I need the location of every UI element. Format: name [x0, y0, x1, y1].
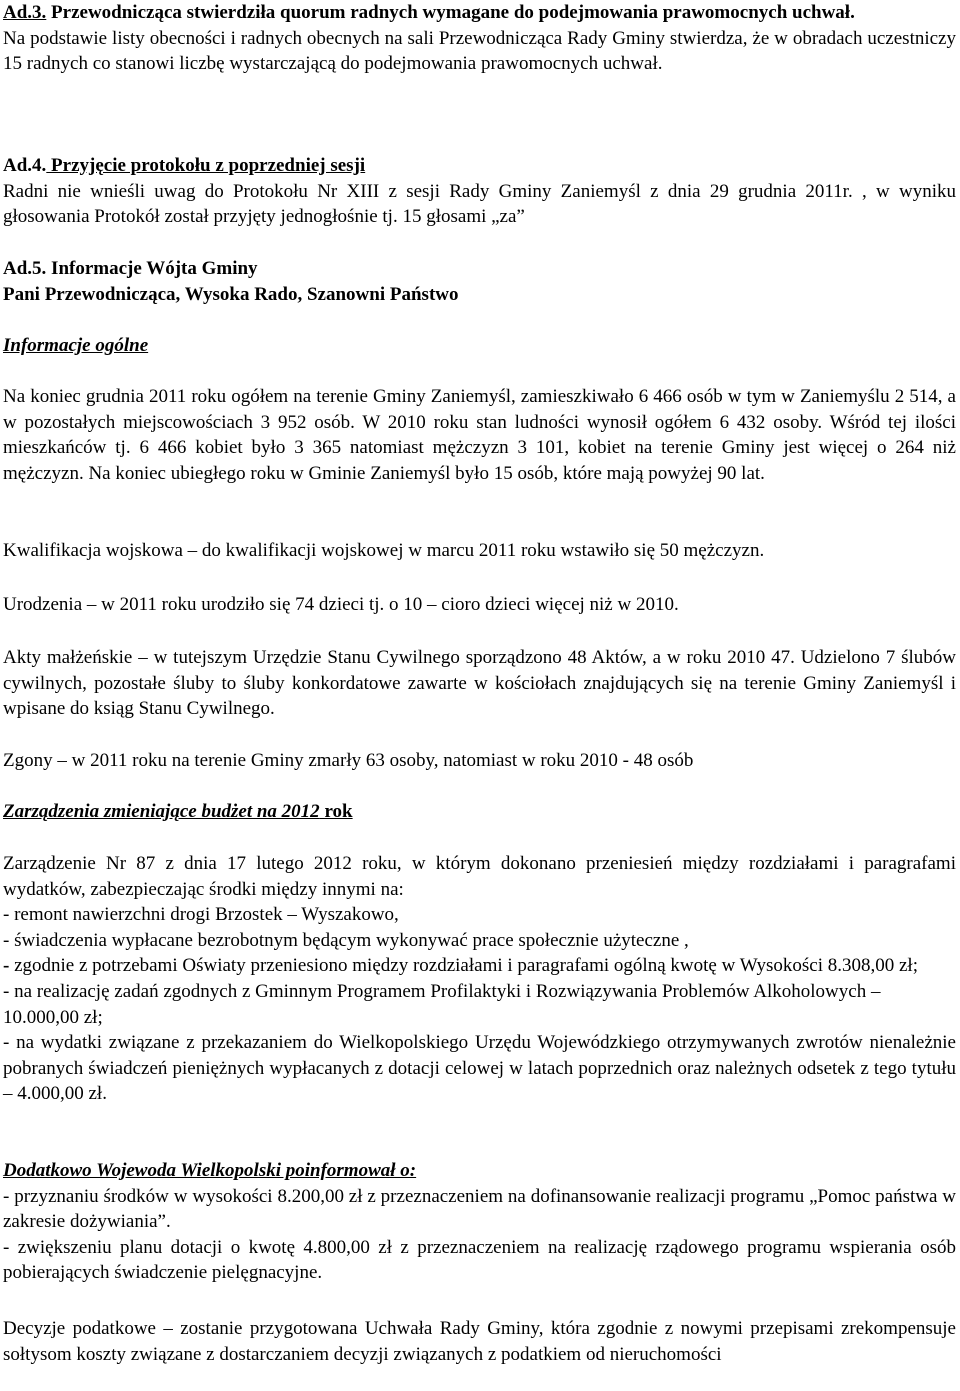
ad4-body: Radni nie wnieśli uwag do Protokołu Nr XIII z sesji Rady Gminy Zaniemyśl z dnia 29 grudnia 2011r. , w wyniku głosowania Protokół został przyjęty jednogłośnie tj. 15 głosami „za” [3, 180, 956, 228]
births-paragraph-block [3, 592, 956, 618]
ad3-title: Przewodnicząca stwierdziła quorum radnych wymagane do podejmowania prawomocnych uchwał. [46, 2, 855, 23]
ad5-heading [3, 256, 956, 282]
tax-paragraph: Decyzje podatkowe – zostanie przygotowana Uchwała Rady Gminy, która zgodnie z nowymi przepisami zrekompensuje sołtysom koszty związane z dostarczaniem decyzji związanych z podatkiem od nieruchomości [3, 1318, 956, 1365]
voivode-item-care: - zwiększeniu planu dotacji o kwotę 4.800,00 zł z przeznaczeniem na realizację rządowego programu wspierania osób pobierających świadczenie pielęgnacyjne. [3, 1236, 956, 1284]
ad5-number: Ad.5. [3, 258, 47, 279]
section-ad3 [3, 0, 956, 77]
population-paragraph: Na koniec grudnia 2011 roku ogółem na terenie Gminy Zaniemyśl, zamieszkiwało 6 466 osób w tym w Zaniemyślu 2 514, a w pozostałych miejscowościach 3 952 osób. W 2010 roku stan ludności wynosił ogółem 6 432 osoby. Wśród tej ilości mieszkańców tj. 6 466 kobiet było 3 365 natomiast mężczyzn 3 101, kobiet na terenie Gminy jest więcej o 264 niż mężczyzn. Na koniec ubiegłego roku w Gminie Zaniemyśl było 15 osób, które mają powyżej 90 lat. [3, 386, 956, 484]
budget-item-education [3, 953, 956, 979]
budget-item-refunds: - na wydatki związane z przekazaniem do Wielkopolskiego Urzędu Wojewódzkiego otrzymywanych zwrotów nienależnie pobranych świadczeń pieniężnych wypłacanych z dotacji celowej w latach poprzednich oraz należnych odsetek z tego tytułu – 4.000,00 zł. [3, 1032, 956, 1105]
budget-heading-block [3, 799, 956, 825]
tax-block [3, 1316, 956, 1367]
section-ad5 [3, 256, 956, 307]
voivode-block [3, 1158, 956, 1286]
ad4-heading [3, 153, 956, 179]
budget-heading [3, 799, 956, 825]
military-paragraph: Kwalifikacja wojskowa – do kwalifikacji wojskowej w marcu 2011 roku wstawiło się 50 mężczyzn. [3, 540, 765, 561]
deaths-paragraph-block [3, 748, 956, 774]
marriages-paragraph-block [3, 645, 956, 722]
budget-item-road: - remont nawierzchni drogi Brzostek – Wyszakowo, [3, 904, 399, 926]
ad3-body: Na podstawie listy obecności i radnych obecnych na sali Przewodnicząca Rady Gminy stwierdza, że w obradach uczestniczy 15 radnych co stanowi liczbę wystarczającą do podejmowania prawomocnych uchwał. [3, 27, 956, 75]
voivode-heading: Dodatkowo Wojewoda Wielkopolski poinformował o: [3, 1160, 417, 1181]
population-paragraph-block [3, 384, 956, 486]
budget-item-education-text: zgodnie z potrzebami Oświaty przeniesiono między rozdziałami i paragrafami ogólną kwotę w Wysokości 8.308,00 zł; [9, 955, 918, 977]
budget-list-block [3, 851, 956, 1107]
info-general-heading: Informacje ogólne [3, 335, 149, 356]
births-paragraph: Urodzenia – w 2011 roku urodziło się 74 dzieci tj. o 10 – cioro dzieci więcej niż w 2010. [3, 594, 679, 615]
budget-item-unemployed: - świadczenia wypłacane bezrobotnym będącym wykonywać prace społecznie użyteczne , [3, 929, 689, 951]
info-general-heading-block [3, 333, 956, 359]
voivode-item-feeding: - przyznaniu środków w wysokości 8.200,00 zł z przeznaczeniem na dofinansowanie realizacji programu „Pomoc państwa w zakresie dożywiania”. [3, 1185, 956, 1233]
budget-item-alcohol: - na realizację zadań zgodnych z Gminnym Programem Profilaktyki i Rozwiązywania Problemów Alkoholowych – 10.000,00 zł; [3, 980, 881, 1028]
military-paragraph-block [3, 538, 956, 564]
budget-intro: Zarządzenie Nr 87 z dnia 17 lutego 2012 roku, w którym dokonano przeniesień między rozdziałami i paragrafami wydatków, zabezpieczając środki między innymi na: [3, 853, 956, 900]
budget-heading-tail: rok [319, 801, 353, 822]
budget-heading-main: Zarządzenia zmieniające budżet na 2012 [3, 801, 320, 822]
ad3-number: Ad.3. [3, 2, 47, 23]
ad3-heading [3, 0, 956, 26]
ad4-title: Przyjęcie protokołu z poprzedniej sesji [46, 155, 366, 176]
ad5-title: Informacje Wójta Gminy [46, 258, 258, 279]
budget-item-education-dash: - [3, 955, 10, 977]
marriages-paragraph: Akty małżeńskie – w tutejszym Urzędzie Stanu Cywilnego sporządzono 48 Aktów, a w roku 2010 47. Udzielono 7 ślubów cywilnych, pozostałe śluby to śluby konkordatowe zawarte w kościołach znajdujących się na terenie Gminy Zaniemyśl i wpisane do ksiąg Stanu Cywilnego. [3, 647, 956, 720]
deaths-paragraph: Zgony – w 2011 roku na terenie Gminy zmarły 63 osoby, natomiast w roku 2010 - 48 osób [3, 750, 694, 771]
ad5-greeting: Pani Przewodnicząca, Wysoka Rado, Szanowni Państwo [3, 283, 459, 305]
section-ad4 [3, 153, 956, 230]
ad4-number: Ad.4. [3, 155, 47, 176]
